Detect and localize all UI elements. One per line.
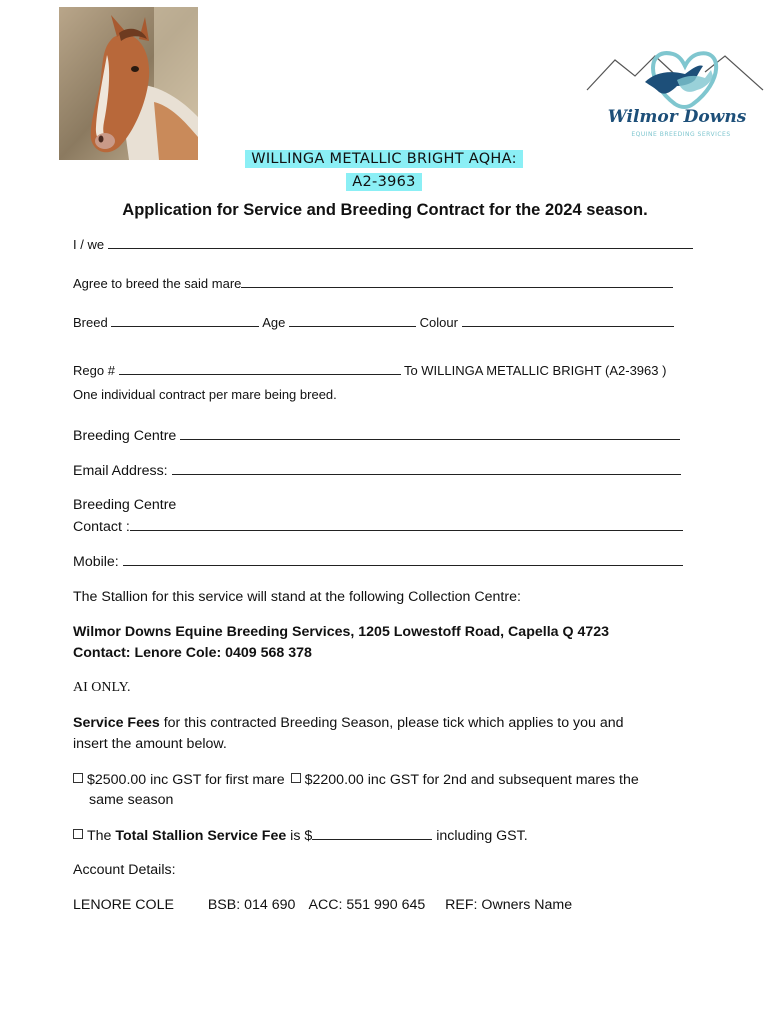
- bc-contact-row: [73, 518, 683, 535]
- breeding-centre-label: Breeding Centre: [73, 428, 177, 444]
- fee-options-row: [73, 772, 639, 788]
- horse-photo: [59, 7, 198, 160]
- email-row: [73, 462, 681, 479]
- wilmor-downs-logo: [585, 42, 765, 144]
- centre-address: Wilmor Downs Equine Breeding Services, 1205 Lowestoff Road, Capella Q 4723: [73, 624, 610, 640]
- bc-contact-label-2: Contact :: [73, 519, 130, 535]
- total-fee-row: [73, 827, 528, 844]
- rego-row: [73, 362, 666, 378]
- agree-row: [73, 275, 673, 291]
- breeding-centre-row: [73, 427, 680, 444]
- ai-only: AI ONLY.: [73, 680, 131, 695]
- breed-label: Breed: [73, 315, 108, 330]
- account-acc: ACC: 551 990 645: [308, 897, 426, 913]
- account-label: Account Details:: [73, 862, 176, 878]
- fees-intro-line2: insert the amount below.: [73, 736, 227, 752]
- bc-contact-label-1: Breeding Centre: [73, 497, 177, 513]
- first-mare-checkbox[interactable]: [73, 773, 83, 783]
- rego-label: Rego #: [73, 363, 115, 378]
- email-field[interactable]: [172, 462, 681, 475]
- page-title: Application for Service and Breeding Contract for the 2024 season.: [122, 201, 648, 219]
- fee-option-2: $2200.00 inc GST for 2nd and subsequent mares the: [304, 772, 639, 788]
- logo-tagline: EQUINE BREEDING SERVICES: [631, 131, 731, 138]
- total-fee-post: including GST.: [432, 828, 528, 844]
- fees-label: Service Fees: [73, 715, 160, 731]
- stallion-code: A2-3963: [346, 173, 421, 191]
- account-ref: REF: Owners Name: [445, 897, 573, 913]
- breed-row: [73, 314, 674, 330]
- subsequent-mare-checkbox[interactable]: [291, 773, 301, 783]
- breed-field[interactable]: [111, 314, 259, 327]
- bc-contact-field[interactable]: [130, 518, 683, 531]
- total-fee-label: Total Stallion Service Fee: [115, 828, 287, 844]
- centre-contact: Contact: Lenore Cole: 0409 568 378: [73, 645, 312, 661]
- i-we-field[interactable]: [108, 236, 693, 249]
- account-bsb: BSB: 014 690: [207, 897, 296, 913]
- stallion-name: WILLINGA METALLIC BRIGHT AQHA:: [245, 150, 523, 168]
- colour-label: Colour: [419, 315, 458, 330]
- one-contract-note: One individual contract per mare being breed.: [73, 387, 337, 402]
- age-label: Age: [262, 315, 286, 330]
- mobile-label: Mobile:: [73, 554, 119, 570]
- fee-option-2-cont: same season: [89, 792, 174, 808]
- total-fee-pre: The: [87, 828, 116, 844]
- mobile-row: [73, 553, 683, 570]
- account-row: [73, 897, 572, 913]
- fees-intro-text: for this contracted Breeding Season, please tick which applies to you and: [159, 715, 624, 731]
- age-field[interactable]: [289, 314, 416, 327]
- rego-field[interactable]: [119, 362, 401, 375]
- email-label: Email Address:: [73, 463, 168, 479]
- rego-to-text: To WILLINGA METALLIC BRIGHT (A2-3963 ): [403, 363, 667, 378]
- breeding-centre-field[interactable]: [180, 427, 680, 440]
- mare-name-field[interactable]: [241, 275, 673, 288]
- total-fee-checkbox[interactable]: [73, 829, 83, 839]
- total-fee-mid: is $: [286, 828, 313, 844]
- colour-field[interactable]: [462, 314, 674, 327]
- i-we-label: I / we: [73, 237, 105, 252]
- total-fee-field[interactable]: [312, 827, 432, 840]
- mobile-field[interactable]: [123, 553, 683, 566]
- account-name: LENORE COLE: [73, 897, 174, 913]
- fees-intro: [73, 715, 624, 731]
- stallion-title: [240, 148, 528, 194]
- fee-option-1: $2500.00 inc GST for first mare: [87, 772, 285, 788]
- i-we-row: [73, 236, 693, 252]
- stand-intro: The Stallion for this service will stand at the following Collection Centre:: [73, 589, 521, 605]
- agree-label: Agree to breed the said mare: [73, 276, 242, 291]
- logo-name: Wilmor Downs: [607, 107, 747, 127]
